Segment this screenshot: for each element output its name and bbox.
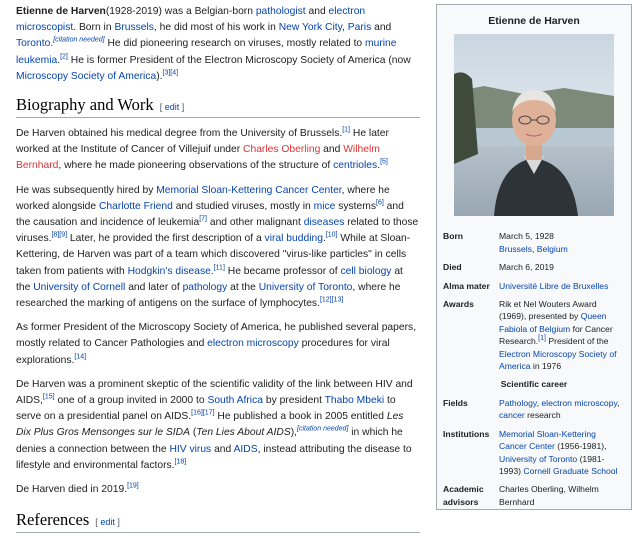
link-memorial-sloan-kettering[interactable]: Memorial Sloan-Kettering Cancer Center — [156, 184, 342, 196]
section-edit: [ edit ] — [159, 102, 185, 113]
link-electron-microscopy[interactable]: electron microscopy — [207, 338, 299, 350]
section-edit: [ edit ] — [95, 517, 120, 528]
ref-link[interactable]: [1] — [538, 335, 546, 343]
ref-link[interactable]: [16][17] — [191, 409, 215, 417]
ref-link[interactable]: [10] — [325, 231, 338, 239]
link-charlotte-friend[interactable]: Charlotte Friend — [99, 200, 173, 212]
portrait-image — [454, 34, 614, 216]
ref-link[interactable]: [15] — [42, 393, 55, 401]
infobox-row-academic-advisors: Academic advisors Charles Oberling, Wilhelm Bernhard — [443, 484, 599, 507]
link-paris[interactable]: Paris — [347, 22, 372, 34]
infobox-row-institutions: Institutions Memorial Sloan-Kettering Cancer Center (1956-1981), University of Toronto (1981-1993) Cornell Graduate School — [443, 428, 618, 476]
infobox-section-scientific-career: Scientific career — [500, 379, 568, 390]
ref-link[interactable]: [3][4] — [162, 69, 179, 77]
link-cancer[interactable]: cancer — [499, 410, 525, 421]
link-thabo-mbeki[interactable]: Thabo Mbeki — [324, 395, 385, 407]
paragraph-education: De Harven obtained his medical degree from the University of Brussels.[1] He later worked at the Institute of Cancer of Villejuif under Charles Oberling and Wilhelm Bernhard, where he made pioneering observations of the structure of centrioles.[5] — [16, 126, 389, 172]
link-charles-oberling[interactable]: Charles Oberling — [243, 144, 321, 156]
ref-link[interactable]: [7] — [199, 215, 207, 223]
link-murine-leukemia[interactable]: murine leukemia — [16, 38, 397, 66]
ref-link[interactable]: [2] — [60, 53, 68, 61]
link-wilhelm-bernhard[interactable]: Wilhelm Bernhard — [16, 144, 380, 172]
infobox-row-fields: Fields Pathology, electron microscopy, cancer research — [443, 397, 620, 421]
article-body — [16, 4, 420, 541]
ref-link[interactable]: [1] — [342, 126, 351, 134]
ref-link[interactable]: [19] — [127, 482, 139, 490]
link-hiv-virus[interactable]: HIV virus — [169, 443, 212, 455]
link-alma-mater[interactable]: Université Libre de Bruxelles — [499, 280, 609, 291]
link-brussels[interactable]: Brussels — [499, 243, 532, 254]
paragraph-publications: As former President of the Microscopy Society of America, he published several papers, mostly related to Cancer Pathologies and electron microscopy procedures for viral explorations.[14] — [16, 322, 417, 366]
ref-link[interactable]: [18] — [174, 458, 187, 466]
infobox-row-died: Died March 6, 2019 — [443, 262, 554, 273]
ref-link[interactable]: [5] — [380, 159, 388, 166]
ref-link[interactable]: [14] — [74, 353, 87, 361]
subject-name: Etienne de Harven — [16, 6, 106, 17]
ref-link[interactable]: [11] — [213, 264, 225, 272]
link-electron-microscopy[interactable]: electron microscopy — [541, 397, 618, 408]
link-electron-microscopy-society[interactable]: Electron Microscopy Society of America — [499, 348, 617, 372]
citation-needed-link[interactable]: [citation needed] — [53, 36, 105, 44]
link-hodgkins-disease[interactable]: Hodgkin's disease — [127, 265, 211, 277]
link-mice[interactable]: mice — [313, 200, 336, 212]
paragraph-death: De Harven died in 2019.[19] — [16, 482, 139, 496]
link-microscopy-society[interactable]: Microscopy Society of America — [16, 70, 157, 82]
link-belgium[interactable]: Belgium — [536, 243, 568, 254]
ref-link[interactable]: [8][9] — [51, 231, 68, 239]
section-heading-references: References [ edit ] — [16, 510, 420, 533]
link-cell-biology[interactable]: cell biology — [340, 265, 392, 277]
link-viral-budding[interactable]: viral budding — [264, 233, 323, 245]
section-heading-biography: Biography and Work [ edit ] — [16, 95, 420, 118]
book-title-english: Ten Lies About AIDS — [196, 427, 291, 439]
infobox-row-awards: Awards Rik et Nel Wouters Award (1969), presented by Queen Fabiola of Belgium for Cancer Research.[1] President of the Electron Microscopy Society of America in 1976 — [443, 299, 617, 372]
edit-link[interactable]: edit — [164, 102, 180, 113]
infobox — [436, 4, 632, 510]
link-university-of-toronto[interactable]: University of Toronto — [499, 453, 578, 464]
infobox-rows — [437, 230, 631, 508]
paragraph-aids-views: De Harven was a prominent skeptic of the scientific validity of the link between HIV and AIDS,[15] one of a group invited in 2000 to South Africa by president Thabo Mbeki to serve on a presidential panel on AIDS.[16][17] He published a book in 2005 entitled Les Dix Plus Gros Mensonges sur le SIDA (Ten Lies About AIDS),[citation needed] in which he denies a connection between the HIV virus and AIDS, instead attributing the disease to lifestyle and environmental factors.[18] — [16, 378, 413, 471]
link-queen-fabiola[interactable]: Queen Fabiola of Belgium — [499, 311, 607, 334]
link-diseases[interactable]: diseases — [303, 217, 345, 229]
paragraph-career: He was subsequently hired by Memorial Sloan-Kettering Cancer Center, where he worked alongside Charlotte Friend and studied viruses, mostly in mice systems[6] and the causation and incidence of leukemia[7] and other malignant diseases related to those viruses.[8][9] Later, he provided the first description of a viral budding.[10] While at Sloan-Kettering, de Harven was part of a team which discovered "virus-like particles" in cells taken from patients with Hodgkin's disease.[11] He became professor of cell biology at the University of Cornell and later of pathology at the University of Toronto, where he researched the marking of antigens on the surface of lymphocytes.[12][13] — [16, 184, 419, 310]
infobox-row-alma-mater: Alma mater Université Libre de Bruxelles — [443, 280, 609, 291]
link-toronto[interactable]: Toronto — [16, 38, 51, 50]
infobox-title: Etienne de Harven — [488, 15, 580, 27]
link-pathology[interactable]: Pathology — [499, 397, 537, 408]
link-south-africa[interactable]: South Africa — [207, 395, 263, 407]
lead-paragraph: Etienne de Harven(1928-2019) was a Belgian-born pathologist and electron microscopist. Born in Brussels, he did most of his work in New York City, Paris and Toronto.[citation needed] He did pioneering research on viruses, mostly related to murine leukemia.[2] He is former President of the Electron Microscopy Society of America (now Microscopy Society of America).[3][4] — [16, 6, 411, 82]
link-memorial-sloan-kettering[interactable]: Memorial Sloan-Kettering Cancer Center — [499, 428, 596, 452]
link-new-york-city[interactable]: New York City — [278, 22, 343, 34]
link-university-of-toronto[interactable]: University of Toronto — [258, 281, 353, 293]
portrait-photo[interactable] — [454, 34, 614, 216]
link-electron-microscopist[interactable]: electron microscopist — [16, 6, 366, 34]
edit-link[interactable]: edit — [100, 517, 115, 528]
link-cornell-graduate-school[interactable]: Cornell Graduate School — [523, 465, 618, 476]
book-title: Les Dix Plus Gros Mensonges sur le SIDA — [16, 411, 404, 439]
citation-needed-link[interactable]: [citation needed] — [297, 426, 349, 434]
ref-link[interactable]: [6] — [376, 199, 384, 207]
link-pathologist[interactable]: pathologist — [255, 6, 306, 17]
link-university-of-cornell[interactable]: University of Cornell — [33, 281, 126, 293]
infobox-row-born: Born March 5, 1928 Brussels, Belgium — [443, 231, 568, 254]
link-centrioles[interactable]: centrioles — [333, 160, 378, 172]
link-brussels[interactable]: Brussels — [114, 22, 154, 34]
link-pathology[interactable]: pathology — [182, 281, 228, 293]
ref-link[interactable]: [12][13] — [319, 296, 344, 304]
link-aids[interactable]: AIDS — [233, 443, 258, 455]
